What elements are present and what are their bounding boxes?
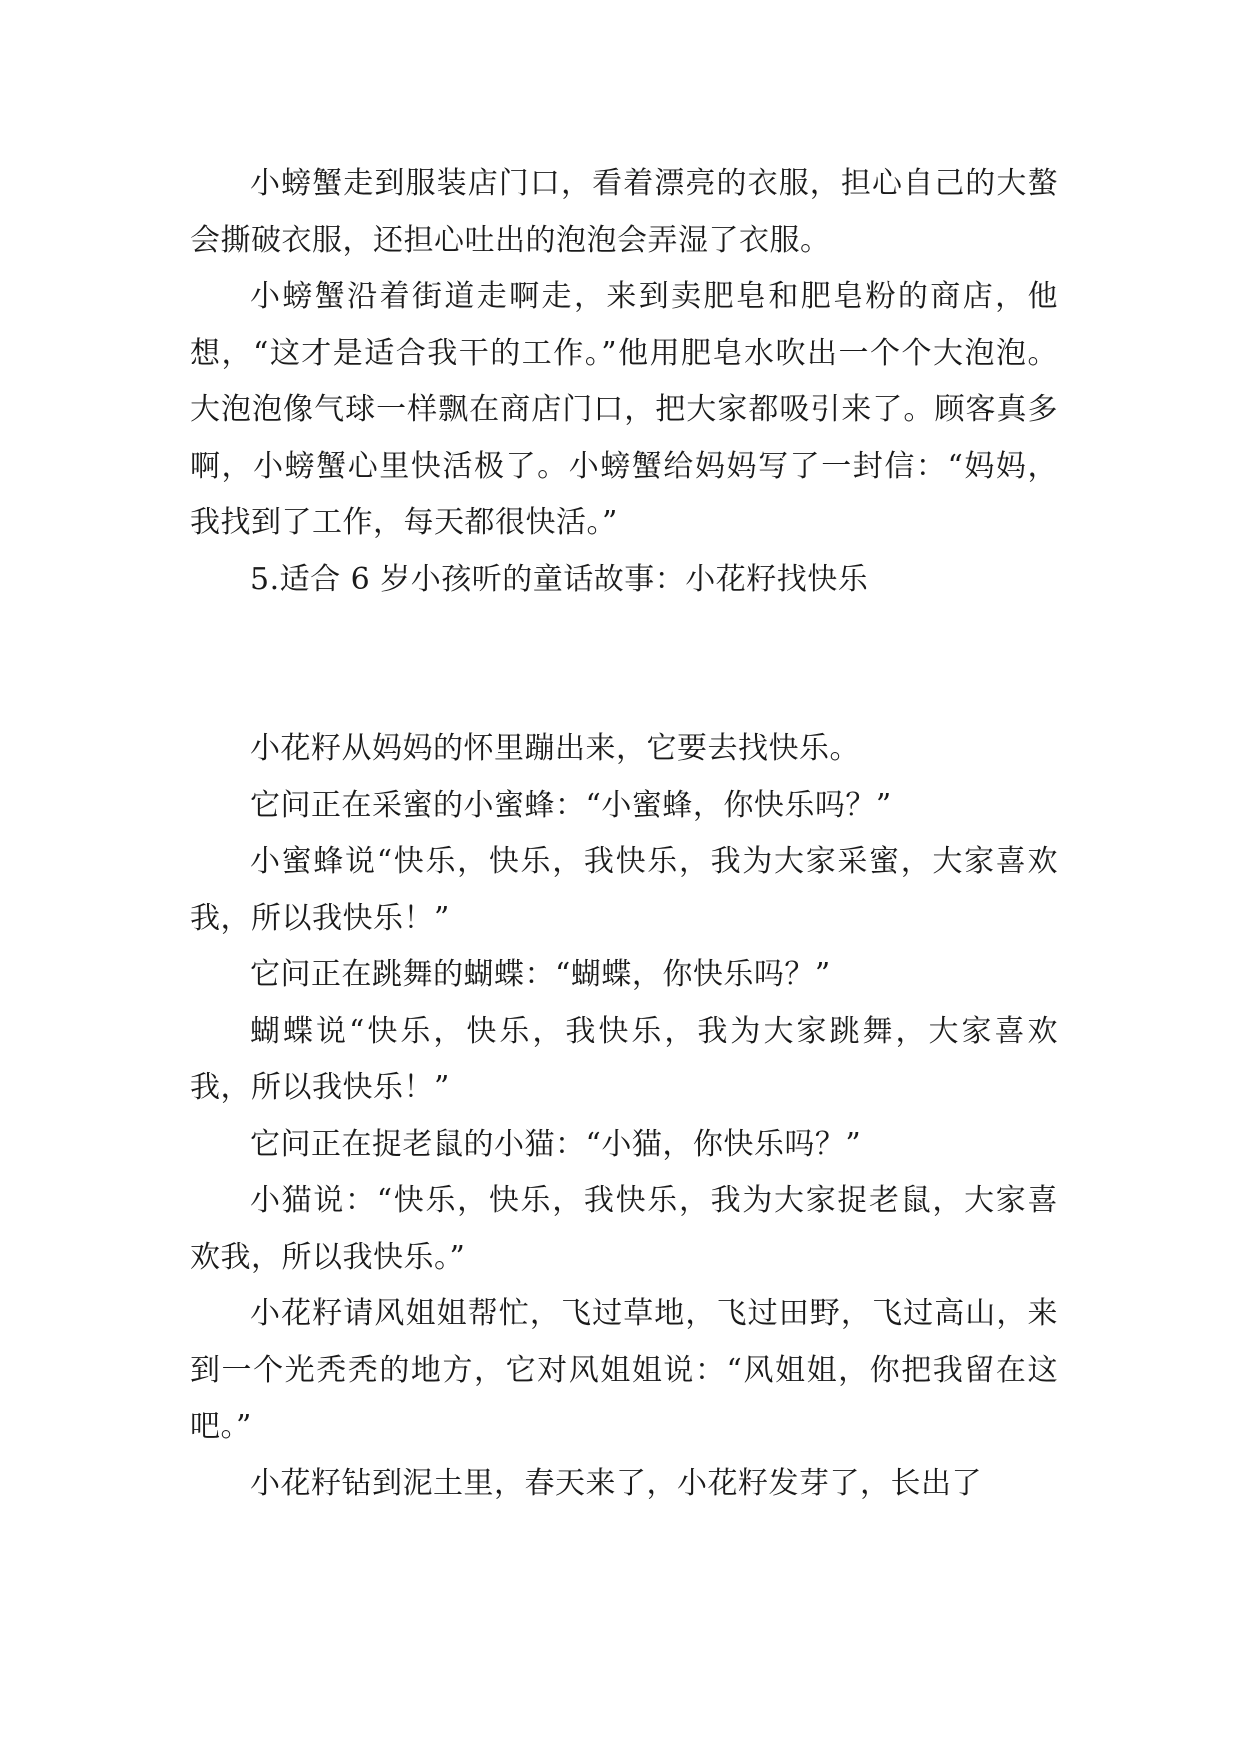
paragraph: 小花籽请风姐姐帮忙，飞过草地，飞过田野，飞过高山，来到一个光秃秃的地方，它对风姐姐说：“风姐姐，你把我留在这吧。” [190,1296,1058,1444]
paragraph: 蝴蝶说“快乐，快乐，我快乐，我为大家跳舞，大家喜欢我，所以我快乐！” [190,1013,1058,1105]
paragraph: 它问正在捉老鼠的小猫：“小猫，你快乐吗？” [250,1126,862,1162]
paragraph: 小花籽从妈妈的怀里蹦出来，它要去找快乐。 [250,731,860,766]
document-body [190,156,1058,1512]
paragraph: 小蜜蜂说“快乐，快乐，我快乐，我为大家采蜜，大家喜欢我，所以我快乐！” [190,844,1058,936]
paragraph: 它问正在采蜜的小蜜蜂：“小蜜蜂，你快乐吗？” [250,787,892,823]
paragraph: 它问正在跳舞的蝴蝶：“蝴蝶，你快乐吗？” [250,957,831,992]
section-spacer [190,608,1058,721]
section-heading: 5.适合 6 岁小孩听的童话故事：小花籽找快乐 [250,561,869,597]
paragraph: 小螃蟹走到服装店门口，看着漂亮的衣服，担心自己的大螯会撕破衣服，还担心吐出的泡泡会弄湿了衣服。 [190,166,1058,258]
paragraph: 小猫说：“快乐，快乐，我快乐，我为大家捉老鼠，大家喜欢我，所以我快乐。” [190,1183,1058,1275]
paragraph: 小花籽钻到泥土里，春天来了，小花籽发芽了，长出了 [250,1465,982,1501]
paragraph: 小螃蟹沿着街道走啊走，来到卖肥皂和肥皂粉的商店，他想，“这才是适合我干的工作。”他用肥皂水吹出一个个大泡泡。大泡泡像气球一样飘在商店门口，把大家都吸引来了。顾客真多啊，小螃蟹心里快活极了。小螃蟹给妈妈写了一封信：“妈妈，我找到了工作，每天都很快活。” [190,279,1058,540]
